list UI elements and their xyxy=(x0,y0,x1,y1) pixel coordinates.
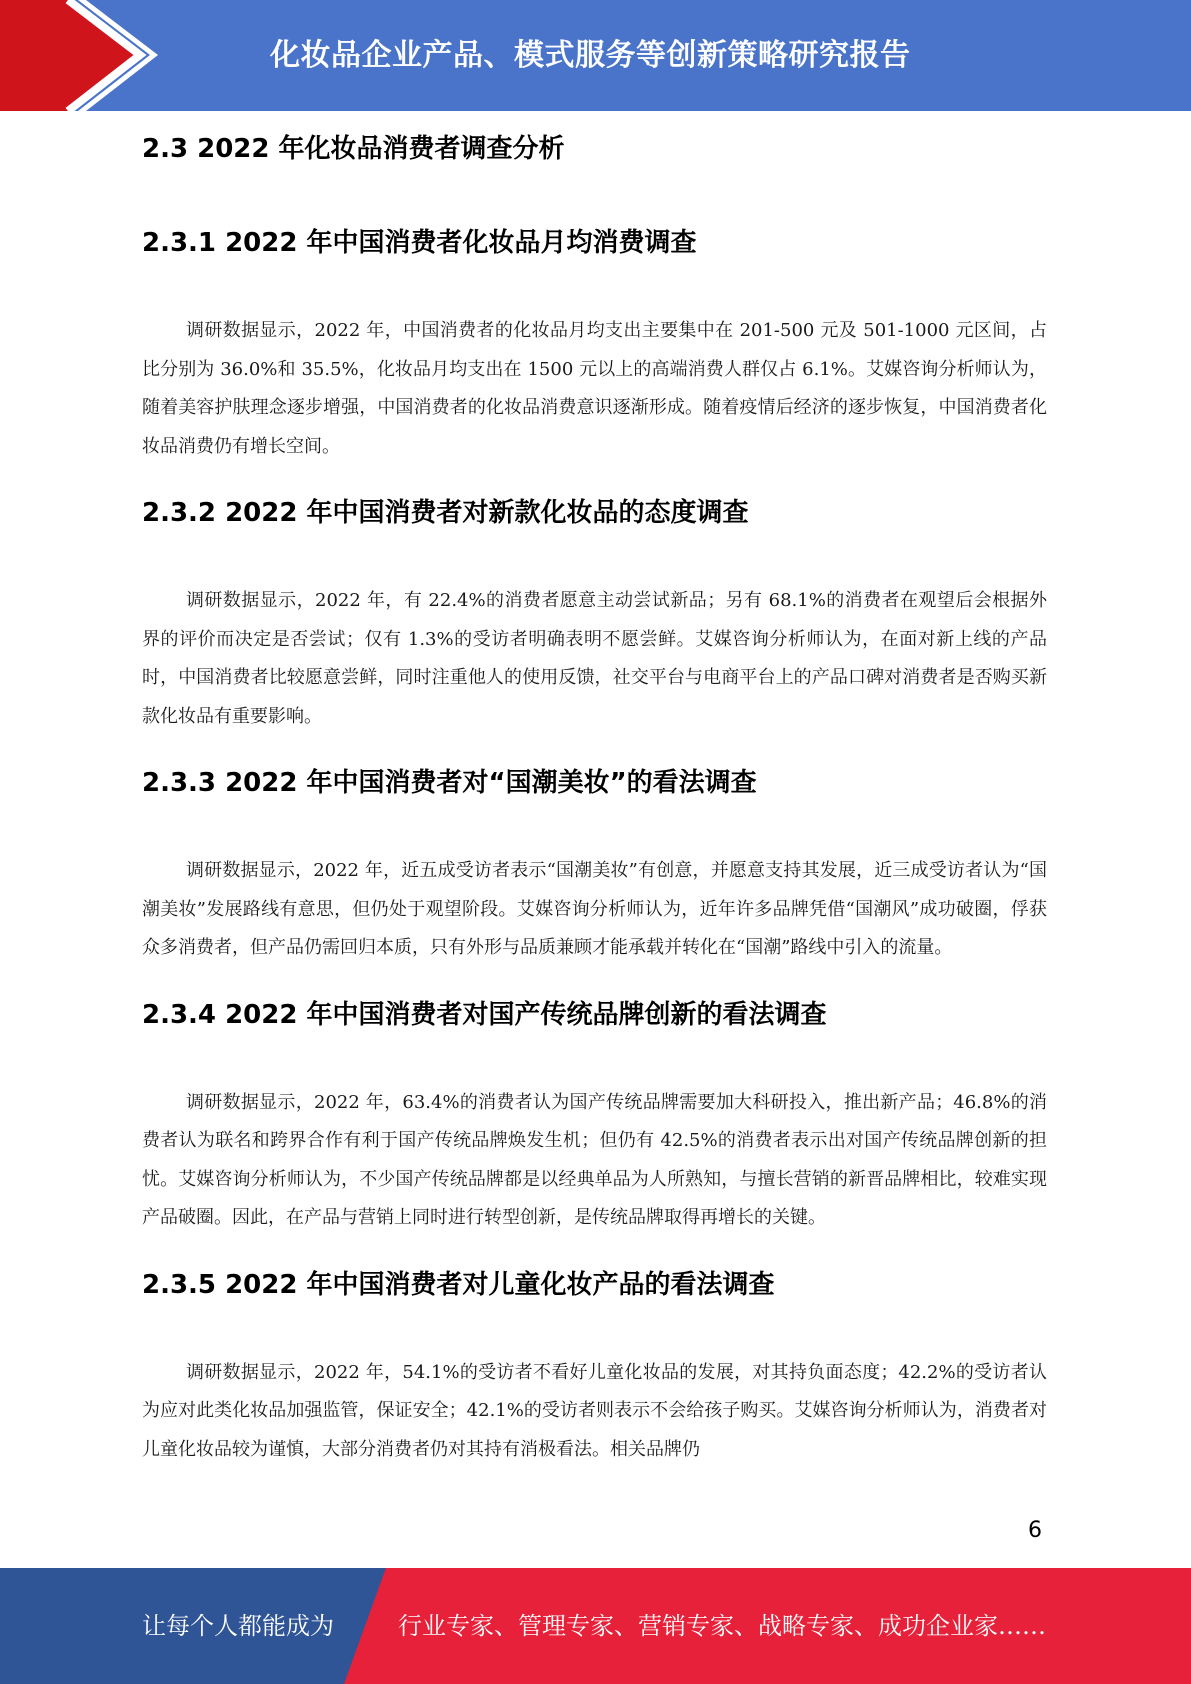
header-title: 化妆品企业产品、模式服务等创新策略研究报告 xyxy=(270,38,911,73)
section-heading-2-3: 2.3 2022 年化妆品消费者调查分析 xyxy=(142,134,565,164)
paragraph-2-3-5: 调研数据显示，2022 年，54.1%的受访者不看好儿童化妆品的发展，对其持负面态度；42.2%的受访者认为应对此类化妆品加强监管，保证安全；42.1%的受访者则表示不会给孩子购买。艾媒咨询分析师认为，消费者对儿童化妆品较为谨慎，大部分消费者仍对其持有消极看法。相关品牌仍 xyxy=(142,1361,1047,1460)
subsection-heading-2-3-5: 2.3.5 2022 年中国消费者对儿童化妆产品的看法调查 xyxy=(142,1269,775,1300)
subsection-heading-2-3-3: 2.3.3 2022 年中国消费者对“国潮美妆”的看法调查 xyxy=(142,768,757,798)
page-number: 6 xyxy=(1028,1518,1042,1543)
subsection-heading-2-3-4: 2.3.4 2022 年中国消费者对国产传统品牌创新的看法调查 xyxy=(142,999,827,1030)
page-header xyxy=(0,0,1191,111)
subsection-heading-2-3-2: 2.3.2 2022 年中国消费者对新款化妆品的态度调查 xyxy=(142,498,749,528)
paragraph-2-3-4: 调研数据显示，2022 年，63.4%的消费者认为国产传统品牌需要加大科研投入，推出新产品；46.8%的消费者认为联名和跨界合作有利于国产传统品牌焕发生机；但仍有 42.5%的消费者表示出对国产传统品牌创新的担忧。艾媒咨询分析师认为，不少国产传统品牌都是以经典单品为人所熟知，与擅长营销的新晋品牌相比，较难实现产品破圈。因此，在产品与营销上同时进行转型创新，是传统品牌取得再增长的关键。 xyxy=(142,1091,1047,1228)
paragraph-2-3-2: 调研数据显示，2022 年，有 22.4%的消费者愿意主动尝试新品；另有 68.1%的消费者在观望后会根据外界的评价而决定是否尝试；仅有 1.3%的受访者明确表明不愿尝鲜。艾媒咨询分析师认为，在面对新上线的产品时，中国消费者比较愿意尝鲜，同时注重他人的使用反馈，社交平台与电商平台上的产品口碑对消费者是否购买新款化妆品有重要影响。 xyxy=(142,590,1047,727)
page-footer xyxy=(0,1568,1191,1684)
footer-slogan-left: 让每个人都能成为 xyxy=(142,1612,334,1640)
footer-slogan-right: 行业专家、管理专家、营销专家、战略专家、成功企业家…… xyxy=(398,1612,1046,1640)
paragraph-2-3-1: 调研数据显示，2022 年，中国消费者的化妆品月均支出主要集中在 201-500 元及 501-1000 元区间，占比分别为 36.0%和 35.5%，化妆品月均支出在 1500 元以上的高端消费人群仅占 6.1%。艾媒咨询分析师认为，随着美容护肤理念逐步增强，中国消费者的化妆品消费意识逐渐形成。随着疫情后经济的逐步恢复，中国消费者化妆品消费仍有增长空间。 xyxy=(142,320,1047,457)
document-body xyxy=(142,128,1047,1469)
paragraph-2-3-3: 调研数据显示，2022 年，近五成受访者表示“国潮美妆”有创意，并愿意支持其发展，近三成受访者认为“国潮美妆”发展路线有意思，但仍处于观望阶段。艾媒咨询分析师认为，近年许多品牌凭借“国潮风”成功破圈，俘获众多消费者，但产品仍需回归本质，只有外形与品质兼顾才能承载并转化在“国潮”路线中引入的流量。 xyxy=(142,860,1047,958)
subsection-heading-2-3-1: 2.3.1 2022 年中国消费者化妆品月均消费调查 xyxy=(142,228,697,258)
